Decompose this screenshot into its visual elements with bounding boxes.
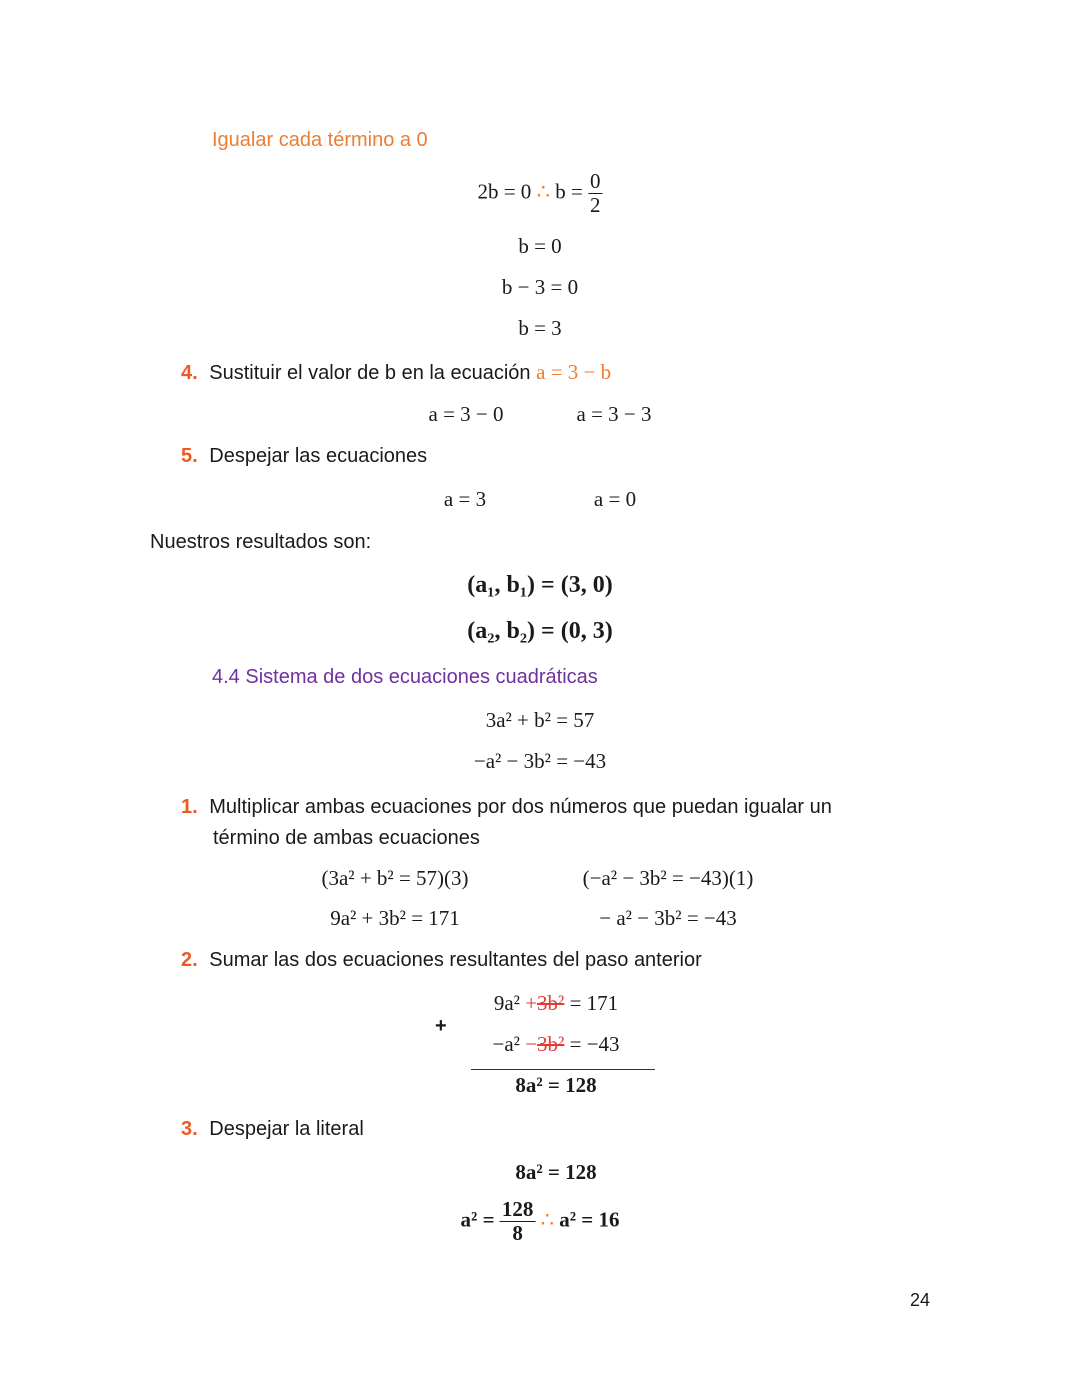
step-text: Sumar las dos ecuaciones resultantes del paso anterior [209,949,702,971]
rhs: = 171 [569,991,619,1015]
step-number: 5. [181,445,198,467]
equation: (3a² + b² = 57)(3) [321,866,469,890]
operator: − [525,1032,538,1056]
cancelled-term: 3b² [537,991,565,1015]
term: 9a² [493,991,520,1015]
final-equation [461,1198,620,1245]
sum-result: 8a² = 128 [515,1073,597,1097]
term: −a² [492,1032,520,1056]
rhs: = −43 [569,1032,620,1056]
step-1 [181,792,832,854]
eq-left: a² = [460,1207,495,1232]
step-text: Sustituir el valor de b en la ecuación [209,362,531,384]
step-4 [181,360,611,385]
result: (a₁, b₁) = (3, 0) [467,572,613,598]
sum-row-1 [494,991,618,1016]
step-text: Multiplicar ambas ecuaciones por dos números que puedan igualar un [209,796,832,818]
operator: + [525,991,538,1015]
eq-right: b = [555,179,583,204]
equation: 8a² = 128 [515,1160,597,1184]
step-number: 1. [181,796,198,818]
section-title: 4.4 Sistema de dos ecuaciones cuadráticas [212,666,598,688]
step-number: 4. [181,362,198,384]
equation: 9a² + 3b² = 171 [330,906,460,930]
equation: a = 3 [443,487,487,511]
heading-equal-zero: Igualar cada término a 0 [212,129,428,151]
step-number: 2. [181,949,198,971]
equation: 3a² + b² = 57 [485,708,595,732]
denominator: 2 [590,193,601,218]
step-5 [181,445,427,468]
equation: b = 0 [518,234,562,258]
step-text: Despejar las ecuaciones [209,445,428,467]
result: (a₂, b₂) = (0, 3) [467,618,613,644]
step-3 [181,1118,364,1141]
equation: b = 3 [518,316,562,340]
equation: b − 3 = 0 [501,275,579,299]
plus-sign: + [435,1015,447,1037]
fraction [500,1198,536,1245]
step-text: Despejar la literal [209,1118,364,1140]
equation: − a² − 3b² = −43 [599,906,737,930]
numerator: 0 [590,169,601,193]
page-number: 24 [910,1290,931,1310]
sum-row-2 [492,1032,619,1057]
equation: a = 0 [593,487,637,511]
equation: −a² − 3b² = −43 [473,749,607,773]
denominator: 8 [512,1221,523,1246]
equation: a = 3 − 0 [428,402,504,426]
cancelled-term: 3b² [537,1032,565,1056]
fraction [588,170,603,217]
step-text: término de ambas ecuaciones [213,827,480,849]
equation: a = 3 − 3 [576,402,652,426]
sum-line [471,1069,655,1070]
step-number: 3. [181,1118,198,1140]
step-2 [181,949,702,972]
step-equation: a = 3 − b [536,360,612,384]
eq-left: 2b = 0 [477,179,532,204]
equation: (−a² − 3b² = −43)(1) [582,866,754,890]
therefore-symbol: ∴ [536,179,550,204]
numerator: 128 [501,1197,534,1221]
therefore-symbol: ∴ [540,1207,554,1232]
results-label: Nuestros resultados son: [150,531,372,553]
equation-2b [477,170,602,217]
eq-right: a² = 16 [559,1207,620,1232]
